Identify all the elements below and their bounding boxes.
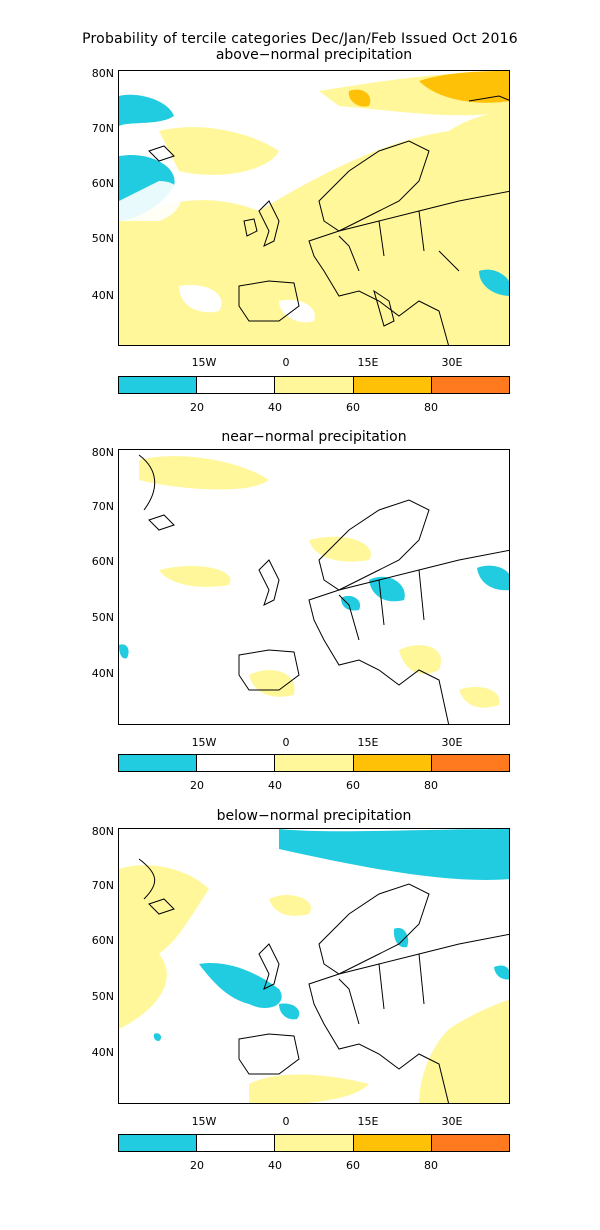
lat-label: 60N (91, 177, 114, 190)
lat-label: 40N (91, 1046, 114, 1059)
figure-title: Probability of tercile categories Dec/Jan/Feb Issued Oct 2016 (82, 31, 518, 47)
panel-title-near: near−normal precipitation (221, 429, 407, 445)
colorbar-label: 60 (346, 401, 360, 414)
lat-label: 40N (91, 289, 114, 302)
shading-layer (119, 829, 510, 1104)
lon-label: 15W (191, 356, 217, 369)
colorbar (118, 376, 510, 394)
map-near-normal (118, 449, 510, 725)
lat-label: 50N (91, 990, 114, 1003)
colorbar (118, 754, 510, 772)
lon-label: 0 (282, 356, 290, 369)
lon-label: 15E (357, 1115, 379, 1128)
panel-title-above: above−normal precipitation (215, 47, 413, 63)
shading-layer (119, 71, 510, 346)
lon-label: 30E (441, 1115, 463, 1128)
lon-label: 15W (191, 736, 217, 749)
colorbar-swatch (354, 755, 432, 771)
colorbar-label: 20 (190, 779, 204, 792)
lon-label: 0 (282, 736, 290, 749)
colorbar-label: 80 (424, 1159, 438, 1172)
panel-title-below: below−normal precipitation (216, 808, 412, 824)
lat-label: 70N (91, 500, 114, 513)
colorbar-swatch (275, 377, 353, 393)
lon-label: 15W (191, 1115, 217, 1128)
colorbar-label: 40 (268, 401, 282, 414)
colorbar-swatch (354, 1135, 432, 1151)
lon-label: 30E (441, 736, 463, 749)
lon-label: 15E (357, 736, 379, 749)
colorbar-swatch (432, 377, 509, 393)
coastlines-layer (139, 455, 510, 725)
lon-label: 15E (357, 356, 379, 369)
colorbar-swatch (432, 755, 509, 771)
colorbar-swatch (432, 1135, 509, 1151)
colorbar-swatch (119, 1135, 197, 1151)
map-below-normal (118, 828, 510, 1104)
colorbar-swatch (197, 377, 275, 393)
lat-label: 40N (91, 667, 114, 680)
colorbar-label: 60 (346, 1159, 360, 1172)
colorbar-label: 80 (424, 779, 438, 792)
colorbar-label: 80 (424, 401, 438, 414)
lon-label: 30E (441, 356, 463, 369)
colorbar (118, 1134, 510, 1152)
lon-label: 0 (282, 1115, 290, 1128)
lat-label: 50N (91, 232, 114, 245)
lat-label: 60N (91, 555, 114, 568)
lat-label: 80N (91, 825, 114, 838)
colorbar-label: 40 (268, 1159, 282, 1172)
lat-label: 60N (91, 934, 114, 947)
lat-label: 50N (91, 611, 114, 624)
colorbar-label: 40 (268, 779, 282, 792)
colorbar-swatch (119, 755, 197, 771)
colorbar-label: 60 (346, 779, 360, 792)
lat-label: 70N (91, 122, 114, 135)
colorbar-swatch (119, 377, 197, 393)
colorbar-swatch (197, 755, 275, 771)
lat-label: 80N (91, 446, 114, 459)
shading-layer (119, 456, 510, 708)
lat-label: 80N (91, 67, 114, 80)
colorbar-label: 20 (190, 401, 204, 414)
colorbar-swatch (275, 755, 353, 771)
colorbar-swatch (354, 377, 432, 393)
colorbar-label: 20 (190, 1159, 204, 1172)
colorbar-swatch (197, 1135, 275, 1151)
map-above-normal (118, 70, 510, 346)
colorbar-swatch (275, 1135, 353, 1151)
lat-label: 70N (91, 879, 114, 892)
